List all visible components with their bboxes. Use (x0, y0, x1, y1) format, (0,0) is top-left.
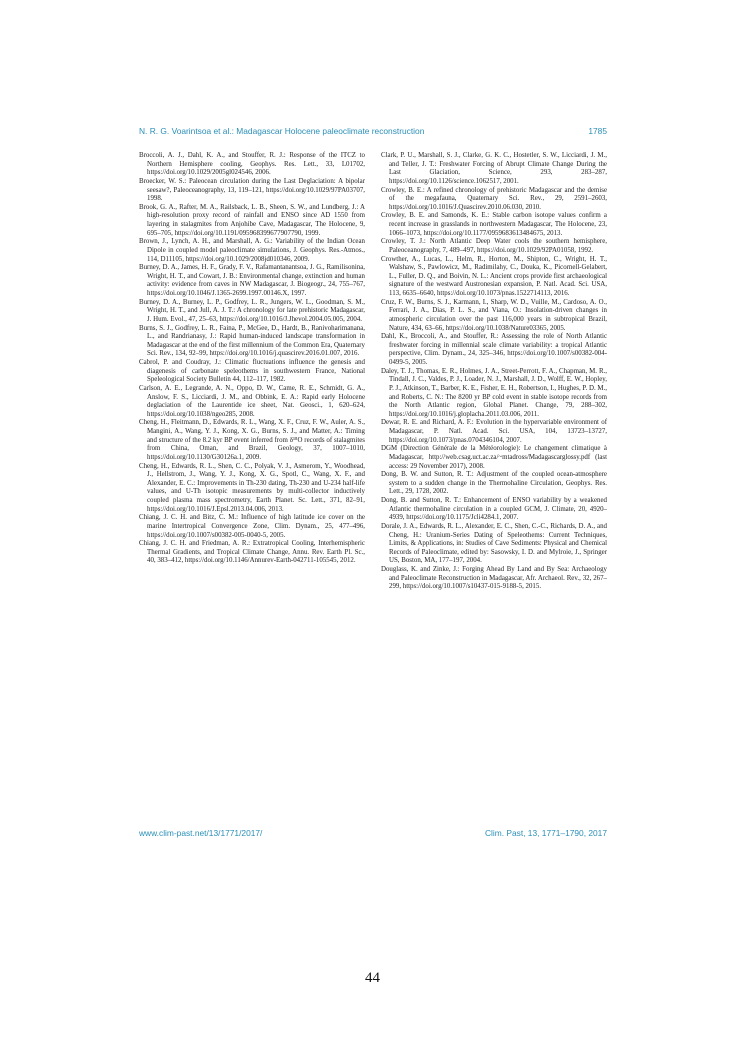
reference-item: Dong, B. W. and Sutton, R. T.: Adjustment of the coupled ocean-atmosphere system to a sudden change in the Thermohaline Circulation, Geophys. Res. Lett., 29, 1728, 2002. (381, 471, 607, 496)
reference-item: Burns, S. J., Godfrey, L. R., Faina, P., McGee, D., Hardt, B., Ranivoharimanana, L., and Randrianasy, J.: Rapid human-induced landscape transformation in Madagascar at the end of the first millennium of the Common Era, Quaternary Sci. Rev., 134, 92–99, https://doi.org/10.1016/j.quascirev.2016.01.007, 2016. (139, 324, 365, 358)
running-header (139, 126, 607, 140)
reference-item: Crowley, B. E. and Samonds, K. E.: Stable carbon isotope values confirm a recent increase in grasslands in northwestern Madagascar, The Holocene, 23, 1066–1073, https://doi.org/10.1177/0959683613484675, 2013. (381, 212, 607, 237)
reference-item: Cruz, F. W., Burns, S. J., Karmann, I., Sharp, W. D., Vuille, M., Cardoso, A. O., Ferrari, J. A., Dias, P. L. S., and Viana, O.: Insolation-driven changes in atmospheric circulation over the past 116,000 years in subtropical Brazil, Nature, 434, 63–66, https://doi.org/10.1038/Nature03365, 2005. (381, 298, 607, 332)
reference-item: Burney, D. A., Burney, L. P., Godfrey, L. R., Jungers, W. L., Goodman, S. M., Wright, H. T., and Jull, A. J. T.: A chronology for late prehistoric Madagascar, J. Hum. Evol., 47, 25–63, https://doi.org/10.1016/J.Jhevol.2004.05.005, 2004. (139, 298, 365, 323)
reference-item: Burney, D. A., James, H. F., Grady, F. V., Rafamantanantsoa, J. G., Ramilisonina, Wright, H. T., and Cowart, J. B.: Environmental change, extinction and human activity: evidence from caves in NW Madagascar, J. Biogeogr., 24, 755–767, https://doi.org/10.1046/J.1365-2699.1997.00146.X, 1997. (139, 264, 365, 297)
references-column-right (381, 152, 607, 592)
footer-url: www.clim-past.net/13/1771/2017/ (139, 828, 263, 838)
reference-item: Cabrol, P. and Coudray, J.: Climatic fluctuations influence the genesis and diagenesis of carbonate speleothems in southwestern France, National Speleological Society Bulletin 44, 112–117, 1982. (139, 359, 365, 384)
reference-item: Brown, J., Lynch, A. H., and Marshall, A. G.: Variability of the Indian Ocean Dipole in coupled model paleoclimate simulations, J. Geophys. Res.-Atmos., 114, D11105, https://doi.org/10.1029/2008jd010346, 2009. (139, 238, 365, 263)
reference-item: Dahl, K., Broccoli, A., and Stouffer, R.: Assessing the role of North Atlantic freshwater forcing in millennial scale climate variability: a tropical Atlantic perspective, Clim. Dynam., 24, 325–346, https://doi.org/10.1007/s00382-004-0499-5, 2005. (381, 333, 607, 366)
references-column-left (139, 152, 365, 566)
running-title: N. R. G. Voarintsoa et al.: Madagascar Holocene paleoclimate reconstruction (139, 126, 425, 136)
reference-item: Dong, B. and Sutton, R. T.: Enhancement of ENSO variability by a weakened Atlantic thermohaline circulation in a coupled GCM, J. Climate, 20, 4920–4939, https://doi.org/10.1175/Jcli4284.1, 2007. (381, 497, 607, 522)
reference-item: Clark, P. U., Marshall, S. J., Clarke, G. K. C., Hostetler, S. W., Licciardi, J. M., and Teller, J. T.: Freshwater Forcing of Abrupt Climate Change During the Last Glaciation, Science, 293, 283–287, https://doi.org/10.1126/science.1062517, 2001. (381, 152, 607, 185)
reference-item: Dewar, R. E. and Richard, A. F.: Evolution in the hypervariable environment of Madagascar, P. Natl. Acad. Sci. USA, 104, 13723–13727, https://doi.org/10.1073/pnas.0704346104, 2007. (381, 419, 607, 444)
reference-item: DGM (Direction Générale de la Météorologie): Le changement climatique à Madagascar, http://web.csag.uct.ac.za/~mtadross/Madagascarglossy.pdf (last access: 29 November 2017), 2008. (381, 445, 607, 470)
reference-item: Chiang, J. C. H. and Bitz, C. M.: Influence of high latitude ice cover on the marine Intertropical Convergence Zone, Clim. Dynam., 25, 477–496, https://doi.org/10.1007/s00382-005-0040-5, 2005. (139, 514, 365, 539)
reference-item: Daley, T. J., Thomas, E. R., Holmes, J. A., Street-Perrott, F. A., Chapman, M. R., Tindall, J. C., Valdes, P. J., Loader, N. J., Marshall, J. D., Wolff, E. W., Hopley, P. J., Atkinson, T., Barber, K. E., Fisher, E. H., Robertson, I., Hughes, P. D. M., and Roberts, C. N.: The 8200 yr BP cold event in stable isotope records from the North Atlantic region, Global Planet. Change, 79, 288–302, https://doi.org/10.1016/j.gloplacha.2011.03.006, 2011. (381, 367, 607, 418)
reference-item: Dorale, J. A., Edwards, R. L., Alexander, E. C., Shen, C.-C., Richards, D. A., and Cheng, H.: Uranium-Series Dating of Speleothems: Current Techniques, Limits, & Applications, in: Studies of Cave Sediments: Physical and Chemical Records of Paleoclimate, edited by: Sasowsky, I. D. and Mylroie, J., Springer US, Boston, MA, 177–197, 2004. (381, 522, 607, 565)
reference-item: Crowley, B. E.: A refined chronology of prehistoric Madagascar and the demise of the megafauna, Quaternary Sci. Rev., 29, 2591–2603, https://doi.org/10.1016/J.Quascirev.2010.06.030, 2010. (381, 186, 607, 211)
reference-item: Crowther, A., Lucas, L., Helm, R., Horton, M., Shipton, C., Wright, H. T., Walshaw, S., Pawlowicz, M., Radimilahy, C., Douka, K., Picornell-Gelabert, L., Fuller, D. Q., and Boivin, N. L.: Ancient crops provide first archaeological signature of the westward Austronesian expansion, P. Natl. Acad. Sci. USA, 113, 6635–6640, https://doi.org/10.1073/pnas.1522714113, 2016. (381, 255, 607, 297)
reference-item: Broccoli, A. J., Dahl, K. A., and Stouffer, R. J.: Response of the ITCZ to Northern Hemisphere cooling, Geophys. Res. Lett., 33, L01702, https://doi.org/10.1029/2005gl024546, 2006. (139, 152, 365, 177)
footer-journal-citation: Clim. Past, 13, 1771–1790, 2017 (485, 828, 607, 838)
page-label: 44 (365, 970, 380, 986)
reference-item: Cheng, H., Edwards, R. L., Shen, C. C., Polyak, V. J., Asmerom, Y., Woodhead, J., Hellstrom, J., Wang, Y. J., Kong, X. G., Spotl, C., Wang, X. F., and Alexander, E. C.: Improvements in Th-230 dating, Th-230 and U-234 half-life values, and U-Th isotopic measurements by multi-collector inductively coupled plasma mass spectrometry, Earth Planet. Sc. Lett., 371, 82–91, https://doi.org/10.1016/J.Epsl.2013.04.006, 2013. (139, 462, 365, 513)
reference-item: Brook, G. A., Rafter, M. A., Railsback, L. B., Sheen, S. W., and Lundberg, J.: A high-resolution proxy record of rainfall and ENSO since AD 1550 from layering in stalagmites from Anjohibe Cave, Madagascar, The Holocene, 9, 695–705, https://doi.org/10.1191/095968399677907790, 1999. (139, 203, 365, 237)
reference-item: Douglass, K. and Zinke, J.: Forging Ahead By Land and By Sea: Archaeology and Paleoclimate Reconstruction in Madagascar, Afr. Archaeol. Rev., 32, 267–299, https://doi.org/10.1007/s10437-015-9188-5, 2015. (381, 566, 607, 591)
reference-item: Carlson, A. E., Legrande, A. N., Oppo, D. W., Came, R. E., Schmidt, G. A., Anslow, F. S., Licciardi, J. M., and Obbink, E. A.: Rapid early Holocene deglaciation of the Laurentide ice sheet, Nat. Geosci., 1, 620–624, https://doi.org/10.1038/ngeo285, 2008. (139, 384, 365, 418)
reference-item: Chiang, J. C. H. and Friedman, A. R.: Extratropical Cooling, Interhemispheric Thermal Gradients, and Tropical Climate Change, Annu. Rev. Earth Pl. Sc., 40, 383–412, https://doi.org/10.1146/Annurev-Earth-042711-105545, 2012. (139, 540, 365, 565)
reference-item: Crowley, T. J.: North Atlantic Deep Water cools the southern hemisphere, Paleoceanography, 7, 489–497, https://doi.org/10.1029/92PA01058, 1992. (381, 238, 607, 254)
page-footer (139, 828, 607, 842)
reference-item: Broecker, W. S.: Paleocean circulation during the Last Deglaciation: A bipolar seesaw?, Paleoceanography, 13, 119–121, https://doi.org/10.1029/97PA03707, 1998. (139, 177, 365, 203)
reference-item: Cheng, H., Fleitmann, D., Edwards, R. L., Wang, X. F., Cruz, F. W., Auler, A. S., Mangini, A., Wang, Y. J., Kong, X. G., Burns, S. J., and Matter, A.: Timing and structure of the 8.2 kyr BP event inferred from δ¹⁸O records of stalagmites from China, Oman, and Brazil, Geology, 37, 1007–1010, https://doi.org/10.1130/G30126a.1, 2009. (139, 419, 365, 461)
journal-page-number: 1785 (588, 126, 607, 136)
